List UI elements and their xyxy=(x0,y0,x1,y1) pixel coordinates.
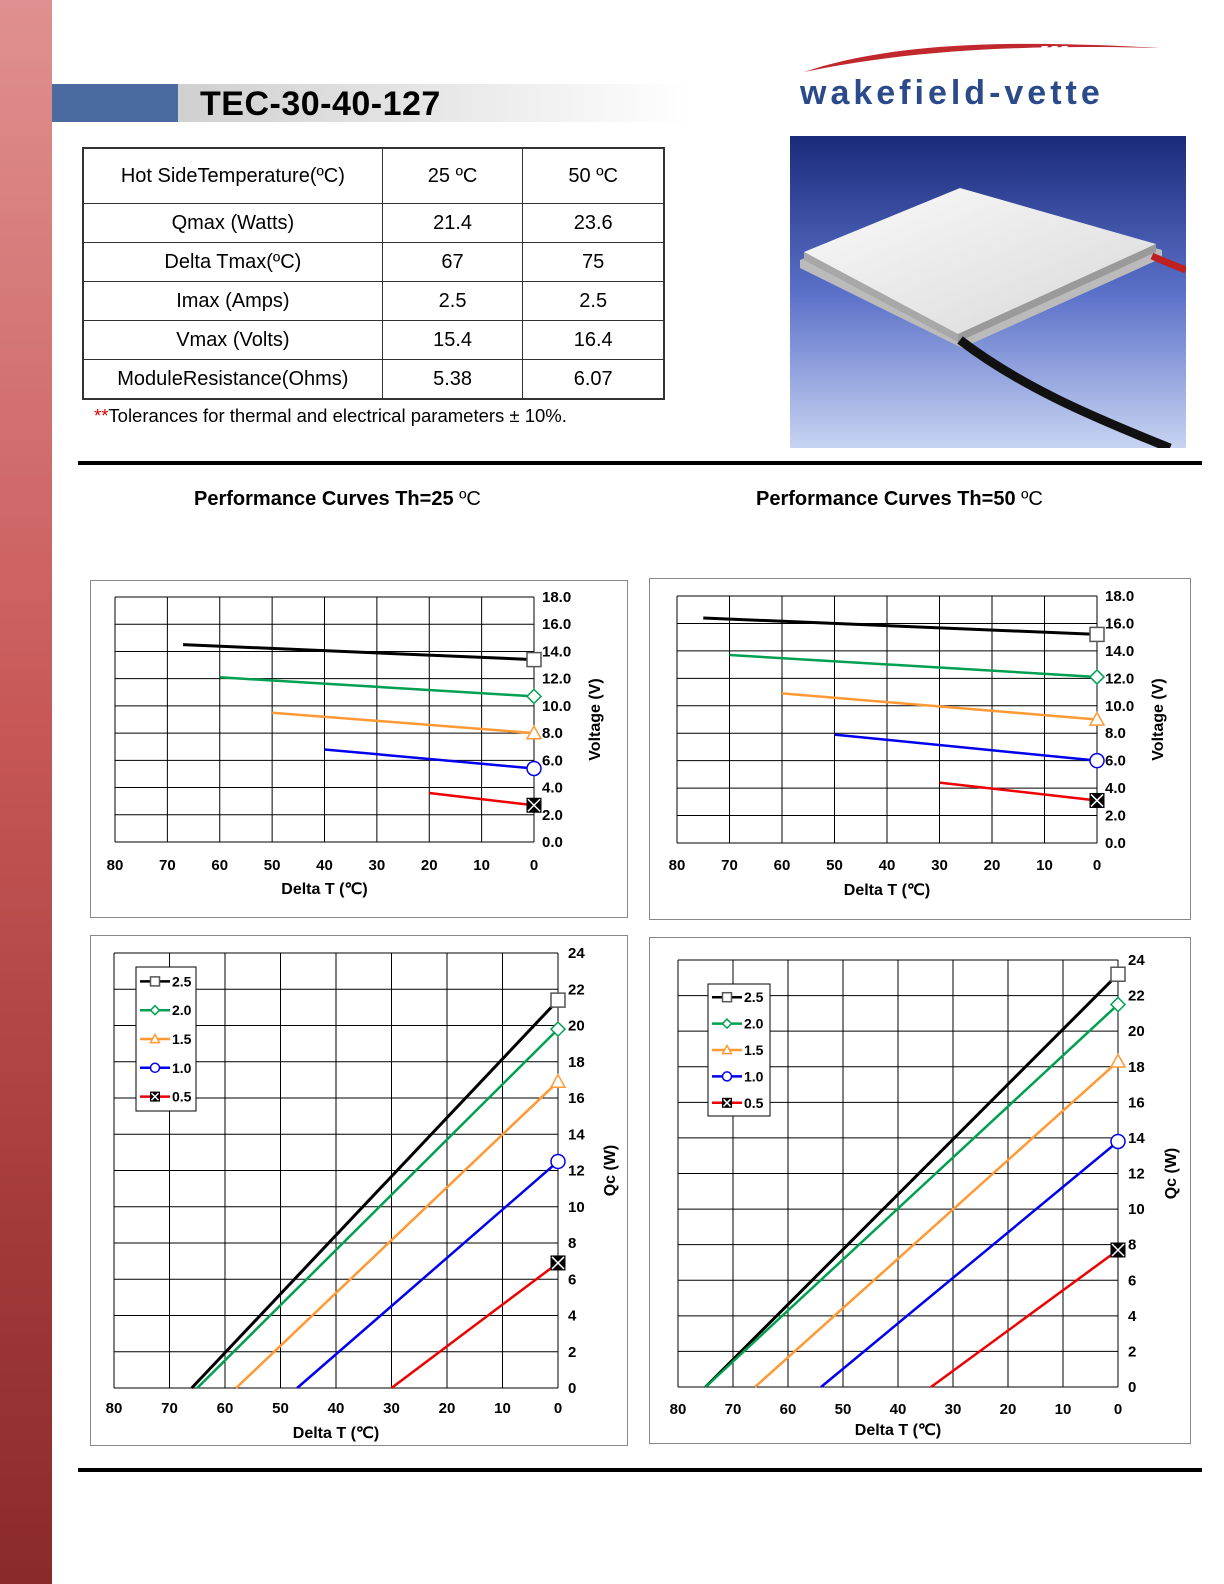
y-tick-label: 12 xyxy=(1128,1165,1145,1183)
legend-label: 2.5 xyxy=(172,973,192,990)
x-axis-title: Delta T (℃) xyxy=(854,1422,942,1439)
note-asterisks: ** xyxy=(94,405,109,426)
y-tick-label: 20 xyxy=(568,1017,585,1035)
section-title-50 xyxy=(756,488,1043,511)
x-tick-label: 40 xyxy=(878,857,896,874)
x-tick-label: 60 xyxy=(779,1401,797,1418)
x-tick-label: 60 xyxy=(216,1400,234,1417)
y-tick-label: 10 xyxy=(568,1198,585,1216)
legend-label: 1.0 xyxy=(172,1059,192,1076)
x-tick-label: 30 xyxy=(368,857,386,874)
y-tick-label: 2 xyxy=(568,1343,577,1361)
x-tick-label: 40 xyxy=(327,1400,345,1417)
x-tick-label: 80 xyxy=(669,1401,687,1418)
spec-value: 16.4 xyxy=(523,321,664,360)
spec-table xyxy=(82,147,665,400)
series-marker-1.0 xyxy=(1090,754,1104,768)
section-title-50-unit: ºC xyxy=(1021,488,1043,510)
spec-row-hot-side-temp xyxy=(83,148,664,204)
spec-label: Imax (Amps) xyxy=(83,282,382,321)
spec-row-vmax xyxy=(83,321,664,360)
y-tick-label: 10 xyxy=(1128,1201,1145,1219)
spec-value: 21.4 xyxy=(382,204,523,243)
legend-marker xyxy=(723,1098,732,1107)
y-axis-title: Qc (W) xyxy=(1163,1147,1180,1200)
y-tick-label: 8.0 xyxy=(542,725,563,743)
series-marker-0.5 xyxy=(551,1256,565,1270)
x-tick-label: 80 xyxy=(106,857,124,874)
spec-value: 6.07 xyxy=(523,360,664,400)
chart-legend xyxy=(708,984,770,1116)
chart-legend xyxy=(136,967,196,1111)
y-tick-label: 6 xyxy=(568,1271,577,1289)
spec-value: 75 xyxy=(523,243,664,282)
y-tick-label: 8.0 xyxy=(1105,725,1126,743)
y-tick-label: 16 xyxy=(568,1090,585,1107)
series-marker-2.5 xyxy=(1090,627,1104,641)
legend-label: 1.5 xyxy=(744,1042,764,1058)
legend-label: 2.5 xyxy=(744,989,764,1006)
legend-marker xyxy=(723,1072,732,1081)
x-tick-label: 0 xyxy=(1092,857,1102,874)
y-tick-label: 0.0 xyxy=(542,834,563,851)
voltage-chart-25 xyxy=(90,580,628,918)
legend-label: 1.0 xyxy=(744,1068,764,1085)
x-axis-title: Delta T (℃) xyxy=(843,882,931,899)
logo-swoosh-stripes xyxy=(1038,46,1068,52)
spec-label: ModuleResistance(Ohms) xyxy=(83,360,382,400)
y-tick-label: 22 xyxy=(568,981,585,999)
spec-label: Delta Tmax(ºC) xyxy=(83,243,382,282)
legend-label: 1.5 xyxy=(172,1031,192,1047)
x-tick-label: 0 xyxy=(529,857,539,874)
x-tick-label: 20 xyxy=(420,857,438,874)
series-marker-0.5 xyxy=(1090,793,1104,807)
y-tick-label: 0.0 xyxy=(1105,835,1126,852)
y-tick-label: 24 xyxy=(1128,952,1145,969)
y-tick-label: 12.0 xyxy=(542,670,572,688)
spec-label: Vmax (Volts) xyxy=(83,321,382,360)
y-tick-label: 12 xyxy=(568,1162,585,1180)
section-title-25-text: Performance Curves Th=25 xyxy=(194,488,454,510)
series-marker-0.5 xyxy=(1111,1243,1125,1257)
series-marker-0.5 xyxy=(527,798,541,812)
y-tick-label: 18 xyxy=(1128,1058,1145,1076)
x-tick-label: 60 xyxy=(773,857,791,874)
left-sidebar-band xyxy=(0,0,52,1584)
x-tick-label: 0 xyxy=(553,1400,563,1417)
spec-row-delta-tmax xyxy=(83,243,664,282)
y-tick-label: 4.0 xyxy=(542,779,563,797)
x-axis-title: Delta T (℃) xyxy=(281,881,368,898)
series-marker-2.5 xyxy=(527,653,541,667)
logo-text: wakefield-vette xyxy=(800,74,1104,112)
brand-logo xyxy=(790,36,1180,116)
x-tick-label: 20 xyxy=(438,1400,456,1417)
spec-value: 15.4 xyxy=(382,321,523,360)
legend-marker xyxy=(151,1092,160,1101)
legend-marker xyxy=(151,977,160,986)
tolerance-note xyxy=(94,405,567,427)
y-tick-label: 12.0 xyxy=(1105,670,1135,688)
y-tick-label: 22 xyxy=(1128,987,1145,1005)
x-tick-label: 50 xyxy=(834,1401,852,1418)
x-tick-label: 50 xyxy=(272,1400,289,1417)
y-tick-label: 6.0 xyxy=(1105,752,1126,770)
product-photo xyxy=(790,136,1186,448)
series-marker-2.5 xyxy=(551,993,565,1007)
x-tick-label: 70 xyxy=(724,1401,742,1418)
product-title: TEC-30-40-127 xyxy=(200,85,441,123)
x-tick-label: 80 xyxy=(105,1400,123,1417)
series-marker-1.0 xyxy=(1111,1134,1125,1148)
series-marker-1.0 xyxy=(551,1154,565,1168)
legend-label: 0.5 xyxy=(172,1088,192,1105)
y-tick-label: 14 xyxy=(568,1126,585,1144)
section-title-50-text: Performance Curves Th=50 xyxy=(756,488,1016,510)
y-axis-title: Voltage (V) xyxy=(587,678,604,761)
y-tick-label: 20 xyxy=(1128,1023,1145,1041)
spec-value: 25 ºC xyxy=(382,148,523,204)
x-tick-label: 10 xyxy=(473,857,490,874)
y-tick-label: 14.0 xyxy=(1105,642,1135,660)
y-tick-label: 16 xyxy=(1128,1094,1145,1112)
x-tick-label: 50 xyxy=(826,857,843,874)
x-tick-label: 10 xyxy=(494,1400,511,1417)
y-tick-label: 10.0 xyxy=(1105,697,1135,715)
y-tick-label: 0 xyxy=(568,1380,577,1397)
spec-row-imax xyxy=(83,282,664,321)
x-tick-label: 50 xyxy=(263,857,281,874)
x-tick-label: 80 xyxy=(668,857,686,874)
y-tick-label: 16.0 xyxy=(1105,615,1135,633)
y-tick-label: 0 xyxy=(1128,1379,1137,1396)
spec-row-qmax xyxy=(83,204,664,243)
section-title-25 xyxy=(194,488,481,511)
x-tick-label: 40 xyxy=(889,1401,907,1418)
voltage-chart-50 xyxy=(649,578,1191,920)
section-title-25-unit: ºC xyxy=(459,488,481,510)
y-tick-label: 18.0 xyxy=(1105,588,1135,605)
x-tick-label: 70 xyxy=(161,1400,178,1417)
y-tick-label: 14.0 xyxy=(542,643,572,661)
qc-chart-25 xyxy=(90,935,628,1446)
y-tick-label: 4 xyxy=(568,1307,577,1325)
x-tick-label: 10 xyxy=(1036,857,1053,874)
x-tick-label: 20 xyxy=(999,1401,1017,1418)
qc-chart-50 xyxy=(649,937,1191,1444)
legend-label: 2.0 xyxy=(172,1002,192,1019)
spec-value: 67 xyxy=(382,243,523,282)
spec-value: 23.6 xyxy=(523,204,664,243)
spec-value: 2.5 xyxy=(382,282,523,321)
x-tick-label: 10 xyxy=(1054,1401,1072,1418)
legend-label: 0.5 xyxy=(744,1094,764,1111)
x-tick-label: 30 xyxy=(383,1400,400,1417)
spec-label: Qmax (Watts) xyxy=(83,204,382,243)
x-tick-label: 40 xyxy=(316,857,333,874)
spec-label: Hot SideTemperature(ºC) xyxy=(83,148,382,204)
y-tick-label: 6 xyxy=(1128,1272,1137,1290)
x-tick-label: 60 xyxy=(211,857,229,874)
legend-marker xyxy=(723,993,732,1002)
x-tick-label: 30 xyxy=(931,857,948,874)
y-tick-label: 16.0 xyxy=(542,616,572,634)
x-tick-label: 70 xyxy=(721,857,738,874)
spec-value: 50 ºC xyxy=(523,148,664,204)
y-tick-label: 8 xyxy=(568,1235,577,1252)
y-tick-label: 8 xyxy=(1128,1236,1137,1254)
y-tick-label: 6.0 xyxy=(542,752,563,770)
spec-value: 2.5 xyxy=(523,282,664,321)
x-tick-label: 30 xyxy=(944,1401,962,1418)
x-tick-label: 0 xyxy=(1113,1401,1123,1418)
note-text: Tolerances for thermal and electrical parameters ± 10%. xyxy=(108,405,567,426)
y-tick-label: 2.0 xyxy=(1105,807,1126,825)
y-tick-label: 14 xyxy=(1128,1129,1145,1147)
y-tick-label: 4.0 xyxy=(1105,780,1126,798)
y-tick-label: 24 xyxy=(568,945,585,962)
y-tick-label: 18.0 xyxy=(542,589,572,606)
spec-row-module-resistance xyxy=(83,360,664,400)
y-tick-label: 2.0 xyxy=(542,806,563,824)
y-tick-label: 18 xyxy=(568,1053,585,1071)
spec-value: 5.38 xyxy=(382,360,523,400)
legend-marker xyxy=(151,1063,160,1072)
y-tick-label: 4 xyxy=(1128,1307,1137,1325)
y-tick-label: 2 xyxy=(1128,1343,1137,1361)
divider-top xyxy=(78,461,1202,465)
x-tick-label: 70 xyxy=(159,857,176,874)
x-tick-label: 20 xyxy=(983,857,1001,874)
legend-label: 2.0 xyxy=(744,1015,764,1032)
y-axis-title: Voltage (V) xyxy=(1150,678,1167,761)
divider-bottom xyxy=(78,1468,1202,1472)
logo-swoosh xyxy=(804,44,1160,72)
series-marker-2.5 xyxy=(1111,967,1125,981)
y-axis-title: Qc (W) xyxy=(602,1144,619,1197)
x-axis-title: Delta T (℃) xyxy=(292,1425,380,1442)
y-tick-label: 10.0 xyxy=(542,697,572,715)
series-marker-1.0 xyxy=(527,762,541,776)
